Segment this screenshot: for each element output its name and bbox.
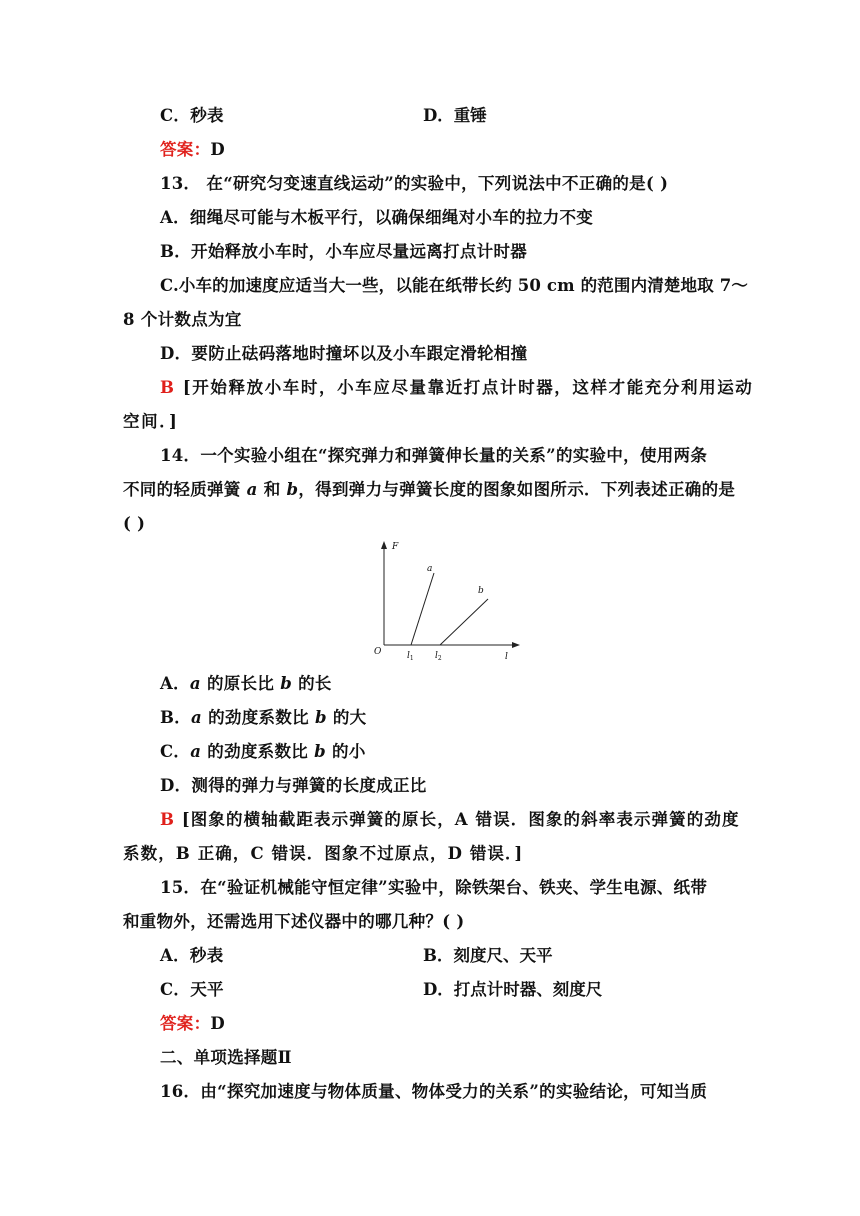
line-b-label: b: [478, 586, 484, 596]
answer-value: D: [210, 1014, 226, 1033]
l2-label: [435, 651, 442, 662]
q14-option-b: [160, 706, 743, 730]
q13-option-d: D．要防止砝码落地时撞坏以及小车跟定滑轮相撞: [160, 344, 528, 363]
answer-value: D: [210, 140, 226, 159]
var-a: a: [190, 742, 202, 761]
var-b: b: [314, 708, 327, 727]
q14-stem-line2: [123, 478, 743, 502]
q14-stem-text: 不同的轻质弹簧: [123, 480, 247, 499]
q14-option-d: D．测得的弹力与弹簧的长度成正比: [160, 776, 427, 795]
l1-label: [407, 651, 414, 662]
q14-option-c: [160, 740, 743, 764]
q13-option-c-line1: C.小车的加速度应适当大一些，以能在纸带长约 50 cm 的范围内清楚地取 7～: [160, 276, 749, 295]
l2-main: l: [435, 651, 438, 661]
option-prefix: A．: [160, 674, 190, 693]
line-a-label: a: [427, 564, 433, 574]
q14-option-a: [160, 672, 743, 696]
q12-option-c: C．秒表: [160, 106, 224, 125]
answer-label: 答案：: [160, 1014, 211, 1033]
option-prefix: C．: [160, 742, 191, 761]
option-text: 的原长比: [200, 674, 281, 693]
y-axis-arrow: [381, 541, 387, 549]
q13-explanation-line1: [160, 376, 754, 400]
q15-option-c: C．天平: [160, 980, 224, 999]
q12-answer: [160, 138, 743, 162]
q14-explanation-letter: B: [160, 810, 176, 829]
line-a: [411, 573, 434, 645]
spring-force-length-graph: [366, 537, 526, 665]
q14-stem-line3: ( ): [123, 514, 146, 533]
option-text: 的劲度系数比: [202, 708, 315, 727]
q13-stem: 13． 在“研究匀变速直线运动”的实验中，下列说法中不正确的是( ): [160, 174, 669, 193]
q13-explanation-letter: B: [160, 378, 176, 397]
option-text: 的大: [326, 708, 367, 727]
q15-option-b: B．刻度尺、天平: [423, 946, 553, 965]
option-prefix: B．: [160, 708, 192, 727]
option-text: 的长: [292, 674, 332, 693]
q13-option-b: B．开始释放小车时，小车应尽量远离打点计时器: [160, 242, 528, 261]
q14-explanation-line2: 系数，B 正确，C 错误．图象不过原点，D 错误．]: [123, 844, 524, 863]
x-axis-arrow: [512, 642, 520, 648]
q14-stem-line1: 14．一个实验小组在“探究弹力和弹簧伸长量的关系”的实验中，使用两条: [160, 446, 708, 465]
q13-explanation-line2: 空间．]: [123, 412, 179, 431]
option-text: 的小: [325, 742, 366, 761]
var-b: b: [280, 674, 293, 693]
q14-explanation-line1: [160, 808, 743, 832]
var-a: a: [246, 480, 258, 499]
q15-stem-line1: 15．在“验证机械能守恒定律”实验中，除铁架台、铁夹、学生电源、纸带: [160, 878, 708, 897]
var-b: b: [286, 480, 299, 499]
q14-explanation-text: [图象的横轴截距表示弹簧的原长，A 错误．图象的斜率表示弹簧的劲度: [175, 810, 740, 829]
q13-option-c-line2: 8 个计数点为宜: [123, 310, 242, 329]
q14-stem-text: 和: [257, 480, 287, 499]
q15-stem-line2: 和重物外，还需选用下述仪器中的哪几种？( ): [123, 912, 465, 931]
line-b: [440, 599, 488, 645]
axis-label-l: l: [505, 652, 508, 662]
q15-answer: [160, 1012, 743, 1036]
q13-option-a: A．细绳尽可能与木板平行，以确保细绳对小车的拉力不变: [160, 208, 594, 227]
q15-option-d: D．打点计时器、刻度尺: [423, 980, 603, 999]
var-b: b: [314, 742, 326, 761]
option-text: 的劲度系数比: [201, 742, 315, 761]
section-heading: 二、单项选择题Ⅱ: [160, 1048, 292, 1067]
axis-label-f: F: [392, 542, 399, 552]
var-a: a: [191, 708, 203, 727]
var-a: a: [189, 674, 201, 693]
l2-subscript: 2: [437, 655, 442, 662]
q16-stem-line1: 16．由“探究加速度与物体质量、物体受力的关系”的实验结论，可知当质: [160, 1082, 708, 1101]
q14-stem-text: ，得到弹力与弹簧长度的图象如图所示．下列表述正确的是: [298, 480, 736, 499]
q15-option-a: A．秒表: [160, 946, 224, 965]
origin-label: O: [374, 647, 382, 657]
l1-subscript: 1: [409, 655, 414, 662]
answer-label: 答案：: [160, 140, 211, 159]
l1-main: l: [407, 651, 410, 661]
q13-explanation-text: [开始释放小车时，小车应尽量靠近打点计时器，这样才能充分利用运动: [175, 378, 754, 397]
q12-option-d: D．重锤: [423, 106, 487, 125]
